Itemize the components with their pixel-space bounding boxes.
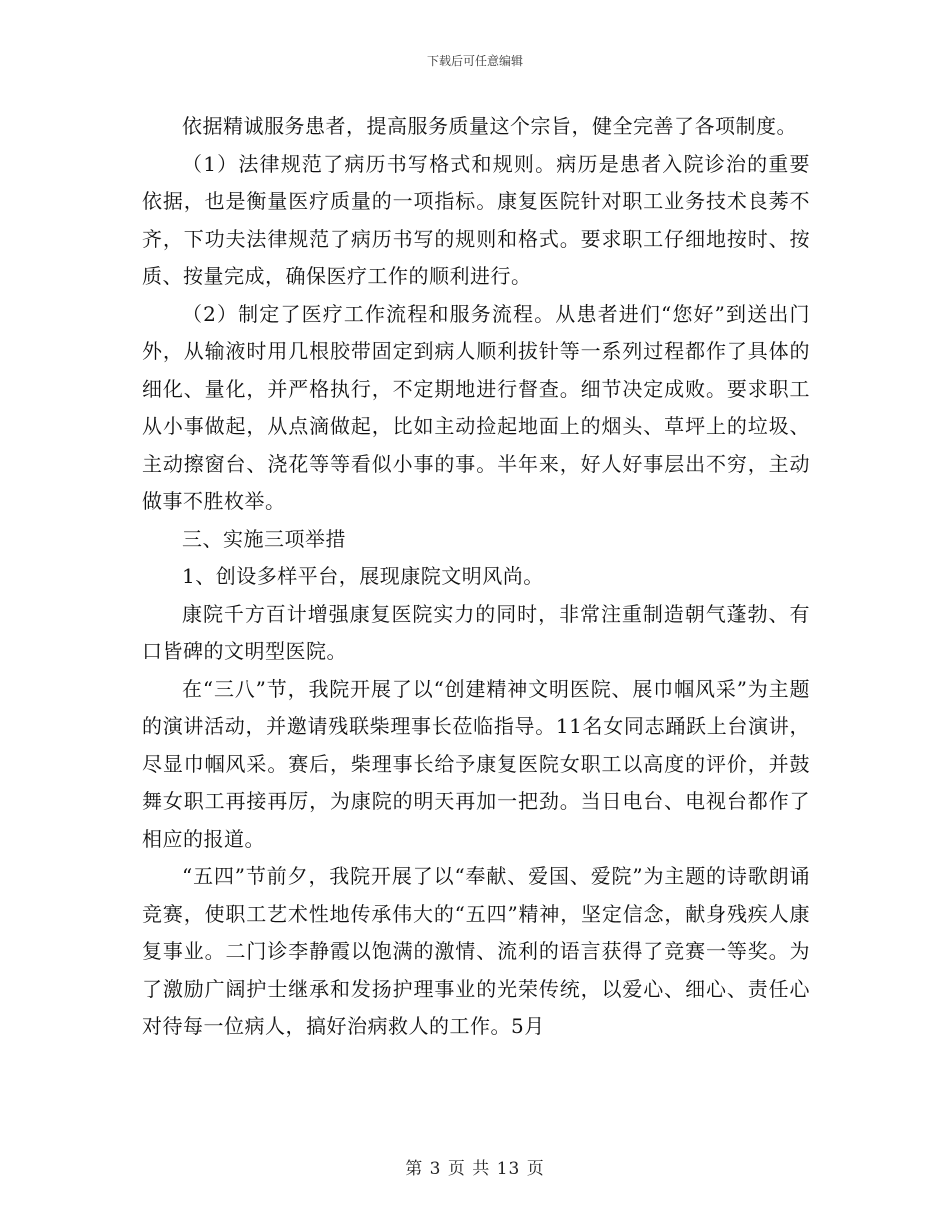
paragraph-5: 在“三八”节，我院开展了以“创建精神文明医院、展巾帼风采”为主题的演讲活动，并邀请残联柴理事长莅临指导。11名女同志踊跃上台演讲，尽显巾帼风采。赛后，柴理事长给予康复医院女职工以高度的评价，并鼓舞女职工再接再厉，为康院的明天再加一把劲。当日电台、电视台都作了相应的报道。 bbox=[142, 676, 810, 851]
document-body bbox=[142, 108, 810, 1046]
page-number: 第 3 页 共 13 页 bbox=[405, 1159, 545, 1179]
paragraph-6: “五四”节前夕，我院开展了以“奉献、爱国、爱院”为主题的诗歌朗诵竞赛，使职工艺术性地传承伟大的“五四”精神，坚定信念，献身残疾人康复事业。二门诊李静霞以饱满的激情、流利的语言获得了竞赛一等奖。为了激励广阔护士继承和发扬护理事业的光荣传统，以爱心、细心、责任心对待每一位病人，搞好治病救人的工作。5月 bbox=[142, 864, 810, 1038]
paragraph-1: 依据精诚服务患者，提高服务质量这个宗旨，健全完善了各项制度。 bbox=[182, 114, 797, 138]
subsection-heading: 1、创设多样平台，展现康院文明风尚。 bbox=[182, 564, 544, 588]
paragraph-2: （1）法律规范了病历书写格式和规则。病历是患者入院诊治的重要依据，也是衡量医疗质量的一项指标。康复医院针对职工业务技术良莠不齐，下功夫法律规范了病历书写的规则和格式。要求职工仔细地按时、按质、按量完成，确保医疗工作的顺利进行。 bbox=[142, 151, 810, 288]
paragraph-3: （2）制定了医疗工作流程和服务流程。从患者进们“您好”到送出门外，从输液时用几根胶带固定到病人顺利拔针等一系列过程都作了具体的细化、量化，并严格执行，不定期地进行督查。细节决定成败。要求职工从小事做起，从点滴做起，比如主动捡起地面上的烟头、草坪上的垃圾、主动擦窗台、浇花等等看似小事的事。半年来，好人好事层出不穷，主动做事不胜枚举。 bbox=[142, 301, 810, 513]
page-header-note: 下载后可任意编辑 bbox=[426, 54, 523, 68]
section-heading: 三、实施三项举措 bbox=[182, 526, 346, 551]
paragraph-4: 康院千方百计增强康复医院实力的同时，非常注重制造朝气蓬勃、有口皆碑的文明型医院。 bbox=[142, 601, 810, 663]
